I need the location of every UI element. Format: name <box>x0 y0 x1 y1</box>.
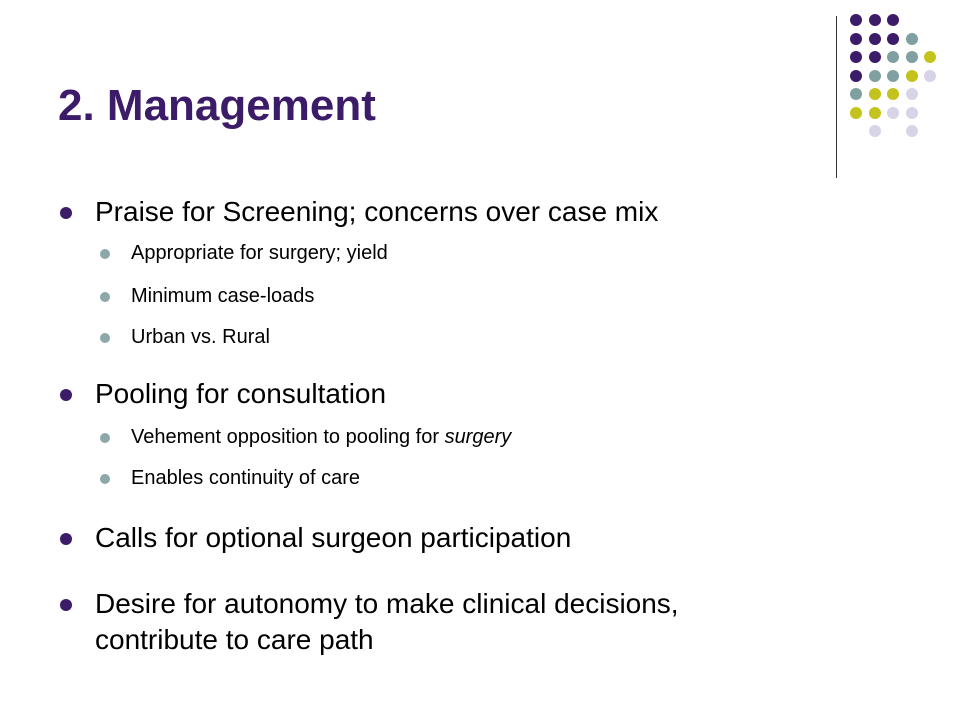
sub-bullet-marker <box>100 333 110 343</box>
bullet-marker <box>60 533 72 545</box>
bullet-text: Calls for optional surgeon participation <box>95 522 572 553</box>
bullet-item <box>60 376 386 412</box>
bullet-text: Pooling for consultation <box>95 378 387 409</box>
bullet-text-line: contribute to care path <box>95 624 374 655</box>
sub-bullet-item <box>100 424 511 450</box>
decorative-dot <box>850 88 862 100</box>
decorative-dot <box>869 125 881 137</box>
sub-bullet-text-plain: Vehement opposition to pooling for <box>131 426 445 448</box>
sub-bullet-marker <box>100 474 110 484</box>
sub-bullet-marker <box>100 433 110 443</box>
decorative-dot <box>887 70 899 82</box>
bullet-marker <box>60 599 72 611</box>
decorative-dot <box>869 88 881 100</box>
decorative-dot <box>869 107 881 119</box>
decorative-dot <box>869 70 881 82</box>
sub-bullet-marker <box>100 249 110 259</box>
sub-bullet-item <box>100 240 388 266</box>
sub-bullet-item <box>100 324 270 350</box>
bullet-text: Praise for Screening; concerns over case mix <box>95 196 659 227</box>
slide-title: 2. Management <box>58 81 376 130</box>
decorative-dot <box>924 70 936 82</box>
decorative-dot <box>906 70 918 82</box>
decorative-dot <box>887 107 899 119</box>
bullet-item <box>60 520 571 556</box>
decorative-dot <box>850 14 862 26</box>
decorative-dot <box>850 51 862 63</box>
sub-bullet-item <box>100 465 360 491</box>
decorative-dot <box>850 33 862 45</box>
decorative-dot <box>906 107 918 119</box>
decorative-dot <box>887 33 899 45</box>
sub-bullet-text: Appropriate for surgery; yield <box>131 242 388 264</box>
decorative-dot <box>906 125 918 137</box>
decorative-dot <box>887 88 899 100</box>
bullet-marker <box>60 389 72 401</box>
decorative-dot <box>869 14 881 26</box>
decorative-dot <box>887 51 899 63</box>
decorative-dot <box>850 107 862 119</box>
sub-bullet-text-emphasis: surgery <box>444 426 512 448</box>
decorative-dot <box>906 33 918 45</box>
sub-bullet-marker <box>100 292 110 302</box>
decorative-dot <box>906 51 918 63</box>
sub-bullet-text <box>131 424 511 450</box>
decorative-dot-grid <box>850 14 950 154</box>
sub-bullet-item <box>100 283 314 309</box>
decorative-dot <box>850 70 862 82</box>
decorative-dot <box>869 51 881 63</box>
decorative-dot <box>906 88 918 100</box>
decorative-dot <box>924 51 936 63</box>
sub-bullet-text: Enables continuity of care <box>131 467 361 489</box>
sub-bullet-text: Urban vs. Rural <box>131 326 270 348</box>
sub-bullet-text: Minimum case-loads <box>131 285 315 307</box>
bullet-marker <box>60 207 72 219</box>
bullet-text <box>95 586 679 658</box>
bullet-text-line: Desire for autonomy to make clinical decisions, <box>95 588 679 619</box>
bullet-item <box>60 194 658 230</box>
decorative-dot <box>887 14 899 26</box>
decorative-dot <box>869 33 881 45</box>
vertical-divider <box>836 16 837 178</box>
bullet-item <box>60 586 679 658</box>
